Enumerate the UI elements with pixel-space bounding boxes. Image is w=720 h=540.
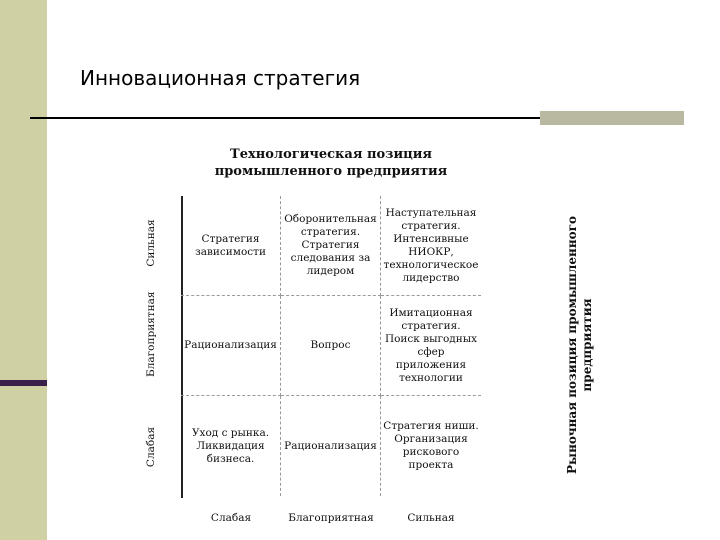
row-label-weak: Слабая (145, 426, 157, 468)
market-position-line1: Рыночная позиция промышленного (565, 216, 579, 474)
matrix-cell: Оборонительная стратегия. Стратегия следования за лидером (281, 196, 381, 296)
col-label-weak: Слабая (210, 512, 252, 524)
left-decor-accent (0, 380, 47, 386)
figure-title-line1: Технологическая позиция (230, 147, 432, 162)
figure-title-line2: промышленного предприятия (214, 164, 448, 179)
divider-block (540, 111, 684, 125)
matrix-cell: Наступательная стратегия. Интенсивные НИОКР, технологическое лидерство (381, 196, 481, 296)
matrix-cell: Рационализация (281, 396, 381, 496)
title-divider (30, 117, 540, 119)
col-label-strong: Сильная (407, 512, 455, 524)
market-position-line2: предприятия (580, 298, 594, 392)
row-label-favorable: Благоприятная (145, 291, 157, 377)
matrix-cell: Вопрос (281, 296, 381, 396)
slide-title: Инновационная стратегия (80, 66, 361, 90)
left-decor-bar (0, 0, 47, 540)
row-label-strong: Сильная (145, 219, 157, 267)
figure-title (196, 146, 466, 180)
matrix-cell: Стратегия зависимости (181, 196, 281, 296)
matrix-cell: Имитационная стратегия. Поиск выгодных сфер приложения технологии (381, 296, 481, 396)
matrix-cell: Стратегия ниши. Организация рискового проекта (383, 420, 479, 471)
market-position-label (565, 195, 595, 495)
col-label-favorable: Благоприятная (288, 512, 374, 524)
matrix-cell: Рационализация (181, 296, 281, 396)
matrix-cell: Уход с рынка. Ликвидация бизнеса. (181, 396, 281, 496)
strategy-matrix (181, 196, 481, 496)
